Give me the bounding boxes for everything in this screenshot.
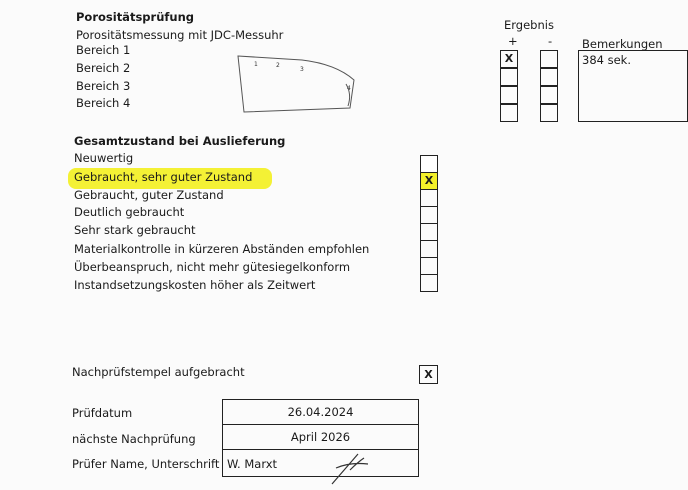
condition-checkbox-3[interactable] bbox=[420, 189, 438, 207]
condition-checkbox-1[interactable] bbox=[420, 155, 438, 173]
condition-option-4: Deutlich gebraucht bbox=[74, 205, 185, 219]
area-label-1: Bereich 1 bbox=[76, 43, 131, 57]
area-label-2: Bereich 2 bbox=[76, 61, 131, 75]
plus-checkbox-area-2[interactable] bbox=[500, 68, 518, 86]
remarks-box[interactable] bbox=[578, 50, 688, 122]
diagram-mark-1: 1 bbox=[254, 61, 258, 68]
stamp-checkbox[interactable]: X bbox=[419, 365, 438, 384]
minus-checkbox-area-3[interactable] bbox=[540, 86, 558, 104]
porosity-diagram bbox=[232, 50, 362, 120]
plus-label: + bbox=[508, 34, 518, 48]
remarks-label: Bemerkungen bbox=[582, 37, 663, 51]
minus-checkbox-area-1[interactable] bbox=[540, 50, 558, 68]
date-value: 26.04.2024 bbox=[287, 405, 354, 419]
condition-option-5: Sehr stark gebraucht bbox=[74, 223, 196, 237]
condition-checkbox-2[interactable]: X bbox=[420, 172, 438, 190]
result-heading: Ergebnis bbox=[504, 18, 554, 32]
area-label-4: Bereich 4 bbox=[76, 96, 131, 110]
next-inspection-field[interactable] bbox=[222, 424, 419, 450]
condition-option-2: Gebraucht, sehr guter Zustand bbox=[74, 170, 253, 184]
minus-checkbox-area-2[interactable] bbox=[540, 68, 558, 86]
plus-checkbox-area-3[interactable] bbox=[500, 86, 518, 104]
porosity-title: Porositätsprüfung bbox=[76, 10, 194, 24]
area-label-3: Bereich 3 bbox=[76, 79, 131, 93]
next-inspection-value: April 2026 bbox=[290, 430, 351, 444]
condition-checkbox-5[interactable] bbox=[420, 223, 438, 241]
minus-checkbox-area-4[interactable] bbox=[540, 104, 558, 122]
diagram-mark-2: 2 bbox=[276, 62, 280, 69]
condition-option-3: Gebraucht, guter Zustand bbox=[74, 188, 224, 202]
inspector-label: Prüfer Name, Unterschrift bbox=[72, 457, 220, 471]
porosity-subtitle: Porositätsmessung mit JDC-Messuhr bbox=[76, 28, 284, 42]
condition-option-8: Instandsetzungskosten höher als Zeitwert bbox=[74, 278, 316, 292]
condition-option-6: Materialkontrolle in kürzeren Abständen empfohlen bbox=[74, 242, 370, 256]
stamp-label: Nachprüfstempel aufgebracht bbox=[72, 365, 245, 379]
signature bbox=[328, 448, 378, 486]
date-field[interactable] bbox=[222, 399, 419, 425]
plus-checkbox-area-4[interactable] bbox=[500, 104, 518, 122]
diagram-mark-4: 4 bbox=[347, 85, 351, 92]
condition-checkbox-6[interactable] bbox=[420, 240, 438, 258]
diagram-mark-3: 3 bbox=[300, 66, 304, 73]
condition-option-7: Überbeanspruch, nicht mehr gütesiegelkonform bbox=[74, 260, 351, 274]
plus-checkbox-area-1[interactable]: X bbox=[500, 50, 518, 68]
condition-title: Gesamtzustand bei Auslieferung bbox=[74, 134, 286, 148]
inspector-field[interactable] bbox=[222, 449, 419, 477]
remarks-value: 384 sek. bbox=[582, 53, 631, 67]
condition-checkbox-8[interactable] bbox=[420, 274, 438, 292]
date-label: Prüfdatum bbox=[72, 406, 133, 420]
condition-option-1: Neuwertig bbox=[74, 151, 134, 165]
next-inspection-label: nächste Nachprüfung bbox=[72, 432, 196, 446]
condition-checkbox-7[interactable] bbox=[420, 257, 438, 275]
inspector-value: W. Marxt bbox=[227, 457, 278, 471]
condition-checkbox-4[interactable] bbox=[420, 206, 438, 224]
minus-label: - bbox=[548, 34, 553, 48]
